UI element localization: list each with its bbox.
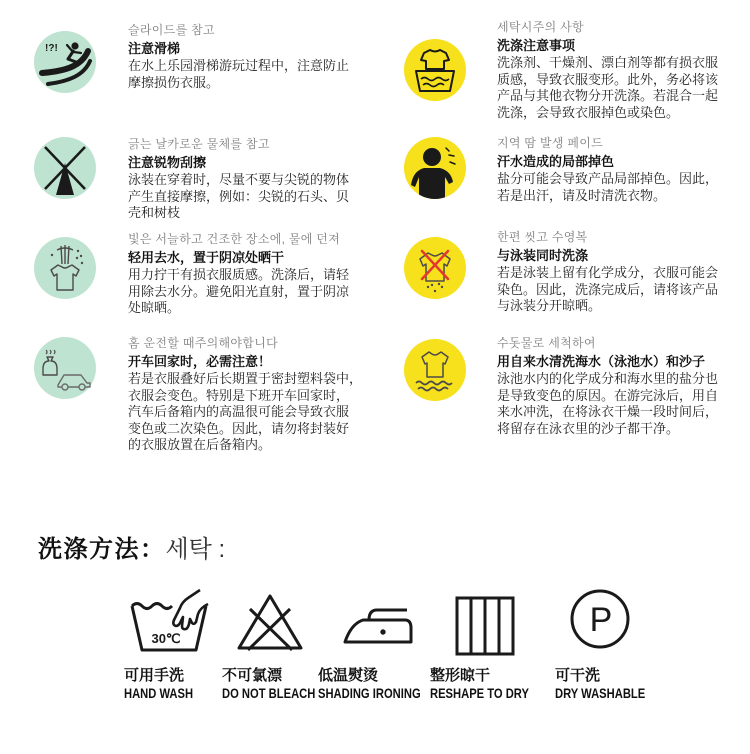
dry-clean-letter: P <box>589 601 613 639</box>
tip-swimsuit-wash <box>497 228 747 315</box>
tip-text-line: 变色或二次染色。因此，请勿将封装好 <box>128 420 350 436</box>
tip-korean-title: 지역 땀 발생 페이드 <box>497 136 604 150</box>
tip-text-line: 若是泳装上留有化学成分，衣服可能会 <box>497 265 719 280</box>
tip-text-line: 泳装在穿着时，尽量不要与尖锐的物体 <box>128 172 350 187</box>
tip-text-line: 汽车后备箱内的高温很可能会导致衣服 <box>128 404 350 419</box>
tip-korean-title: 한편 씻고 수영복 <box>497 230 588 244</box>
care-label-hand-wash <box>124 666 210 702</box>
tip-text-line: 的衣服放置在后备箱内。 <box>128 437 272 452</box>
sharp-object-icon <box>34 137 96 199</box>
wash-method-heading <box>38 535 225 565</box>
dry-clean-icon <box>569 588 631 650</box>
tip-shade-dry <box>128 230 378 317</box>
tip-slide <box>128 21 378 91</box>
tip-text-line: 洗涤，会导致衣服掉色或染色。 <box>497 104 680 120</box>
tip-car-trunk <box>128 334 378 454</box>
wash-separately-icon <box>404 39 466 101</box>
no-bleach-icon <box>236 593 304 651</box>
tip-text-line: 质感，导致衣服变形。此外，务必将该 <box>497 71 719 87</box>
low-iron-icon <box>341 604 415 648</box>
tip-text-line: 与泳装分开晾晒。 <box>497 298 602 313</box>
tip-korean-title: 홈 운전할 때주의해야합니다 <box>128 336 278 350</box>
tip-text-line: 洗涤剂、干燥剂、漂白剂等都有损衣服 <box>497 55 719 70</box>
tip-korean-title: 긁는 날카로운 물체를 참고 <box>128 137 270 151</box>
slide-icon-text: !?! <box>45 43 58 54</box>
tip-korean-title: 빛은 서늘하고 건조한 장소에, 물에 던져 <box>128 232 341 246</box>
care-label-low-iron <box>318 666 446 702</box>
car-trunk-icon <box>34 337 96 399</box>
tip-sweat-fade <box>497 134 747 204</box>
tip-title: 开车回家时，必需注意！ <box>128 354 272 369</box>
tip-title: 用自来水清洗海水（泳池水）和沙子 <box>497 354 706 369</box>
tip-korean-title: 수돗물로 세척하여 <box>497 336 596 350</box>
tip-text-line: 壳和树枝 <box>128 205 181 220</box>
temperature-label: 30℃ <box>151 631 181 646</box>
tip-text-line: 处晾晒。 <box>128 300 181 315</box>
care-label-reshape-dry <box>430 666 554 702</box>
tip-text-line: 摩擦损伤衣服。 <box>128 74 220 90</box>
tip-wash-separately <box>497 18 747 121</box>
care-label-chinese: 可用手洗 <box>124 667 185 684</box>
care-label-chinese: 可干洗 <box>555 667 601 684</box>
tip-text-line: 在水上乐园滑梯游玩过程中，注意防止 <box>128 58 350 73</box>
care-label-english: HAND WASH <box>124 685 194 701</box>
tip-text-line: 产品与其他衣物分开洗涤。若混合一起 <box>497 88 719 103</box>
tip-text-line: 是导致变色的原因。在游完泳后，用自 <box>497 387 719 403</box>
tip-title: 与泳装同时洗涤 <box>497 248 589 263</box>
sweat-icon <box>404 137 466 199</box>
tip-sharp-objects <box>128 135 378 222</box>
tip-text-line: 用除去水分。避免阳光直射，置于阴凉 <box>128 283 350 299</box>
tip-text-line: 将留存在泳衣里的沙子都干净。 <box>497 420 680 436</box>
care-label-dry-clean <box>555 666 668 702</box>
tip-text-line: 泳池水内的化学成分和海水里的盐分也 <box>497 371 719 386</box>
care-label-english: DO NOT BLEACH <box>222 685 316 701</box>
tip-text-line: 若是出汗，请及时清洗衣物。 <box>497 187 667 203</box>
tip-tap-water-rinse <box>497 334 747 437</box>
tap-water-rinse-icon <box>404 339 466 401</box>
wash-heading-korean: 세탁 : <box>165 536 226 563</box>
care-label-chinese: 低温熨烫 <box>318 667 379 684</box>
care-label-chinese: 整形晾干 <box>430 667 491 684</box>
tip-text-line: 产生直接摩擦，例如：尖锐的石头、贝 <box>128 188 350 204</box>
tip-title: 注意锐物刮擦 <box>128 155 207 170</box>
tip-title: 注意滑梯 <box>128 41 181 56</box>
tip-text-line: 盐分可能会导致产品局部掉色。因此， <box>497 171 719 186</box>
tip-title: 轻用去水，置于阴凉处晒干 <box>128 250 285 265</box>
tip-text-line: 若是衣服叠好后长期置于密封塑料袋中， <box>128 371 363 386</box>
care-label-chinese: 不可氯漂 <box>222 667 283 684</box>
tip-text-line: 衣服会变色。特别是下班开车回家时， <box>128 387 350 403</box>
tip-text-line: 用力拧干有损衣服质感。洗涤后，请轻 <box>128 267 350 282</box>
tip-text-line: 染色。因此，洗涤完成后，请将该产品 <box>497 281 719 297</box>
tip-title: 洗涤注意事项 <box>497 38 576 53</box>
care-label-english: DRY WASHABLE <box>555 685 646 701</box>
swimsuit-wash-icon <box>404 237 466 299</box>
tip-text-line: 来水冲洗，在将泳衣干燥一段时间后， <box>497 404 719 419</box>
tip-title: 汗水造成的局部掉色 <box>497 154 615 169</box>
care-label-english: RESHAPE TO DRY <box>430 685 529 701</box>
wash-heading-chinese: 洗涤方法： <box>38 536 166 563</box>
wring-dry-icon <box>34 237 96 299</box>
hand-wash-icon <box>128 588 210 654</box>
tip-korean-title: 슬라이드를 참고 <box>128 23 215 37</box>
slide-icon <box>34 31 96 93</box>
reshape-dry-icon <box>455 596 515 656</box>
care-label-english: SHADING IRONING <box>318 685 421 701</box>
tip-korean-title: 세탁시주의 사항 <box>497 20 584 34</box>
